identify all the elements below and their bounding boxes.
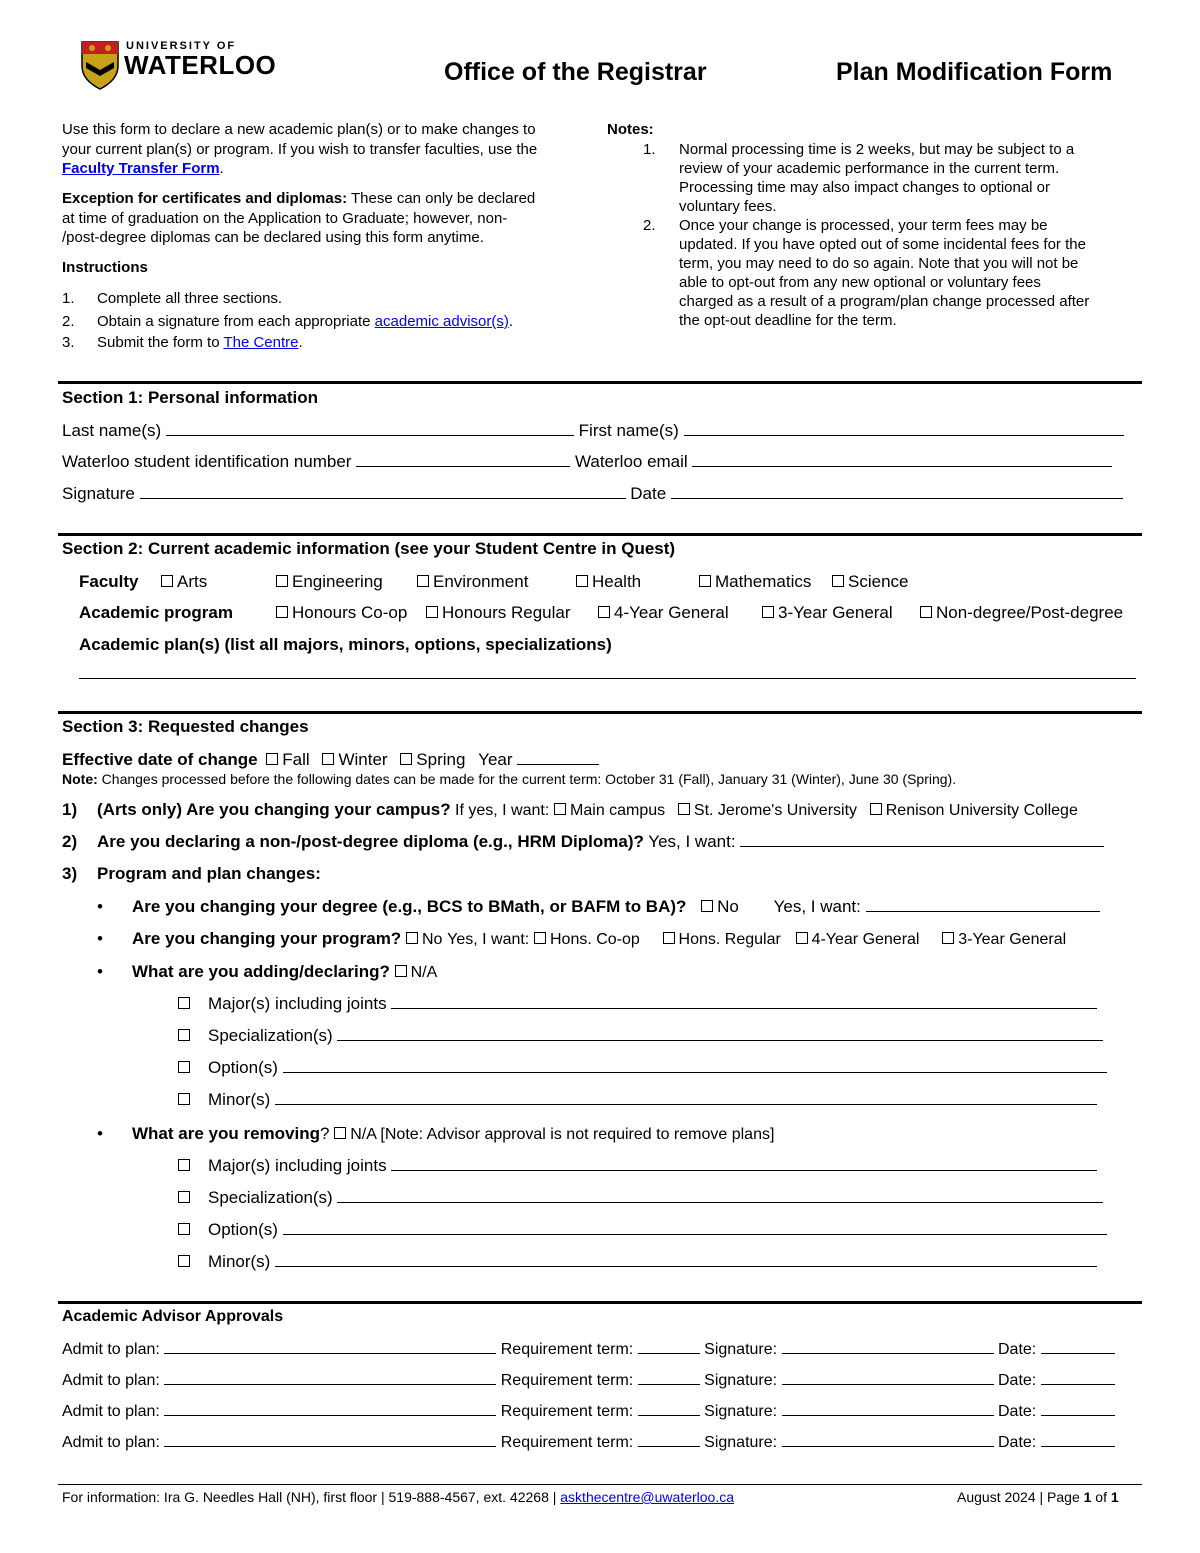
intro-line-2: your current plan(s) or program. If you wish to transfer faculties, use the bbox=[62, 141, 538, 158]
advisor-sig-label: Signature: bbox=[704, 1372, 778, 1389]
advisor-date-field[interactable] bbox=[1041, 1432, 1115, 1447]
checkbox[interactable] bbox=[406, 932, 418, 944]
exception-line-2: at time of graduation on the Application to Graduate; however, non- bbox=[62, 210, 508, 227]
program-change-want: Yes, I want: bbox=[447, 931, 530, 948]
advisor-date-field[interactable] bbox=[1041, 1339, 1115, 1354]
advisor-row-3 bbox=[62, 1401, 1115, 1421]
faculty-label: Faculty bbox=[79, 572, 139, 591]
bullet: • bbox=[97, 962, 103, 981]
instruction-2 bbox=[62, 313, 513, 330]
checkbox[interactable] bbox=[178, 1093, 190, 1105]
remove-minor-field[interactable] bbox=[275, 1252, 1097, 1267]
intro-line-1: Use this form to declare a new academic plan(s) or to make changes to bbox=[62, 121, 536, 138]
removing-row bbox=[132, 1124, 774, 1144]
section-3-divider bbox=[58, 711, 1142, 714]
remove-major-row bbox=[178, 1156, 1097, 1176]
bullet: • bbox=[97, 897, 103, 916]
note-1-line: Processing time may also impact changes to optional or bbox=[679, 179, 1051, 196]
advisor-sig-field[interactable] bbox=[782, 1370, 994, 1385]
advisor-date-label: Date: bbox=[997, 1341, 1037, 1358]
checkbox[interactable] bbox=[699, 575, 711, 587]
last-name-label: Last name(s) bbox=[62, 421, 162, 440]
logo-main-text: WATERLOO bbox=[124, 50, 277, 80]
add-specialization-row bbox=[178, 1026, 1103, 1046]
req-term-label: Requirement term: bbox=[500, 1403, 634, 1420]
adding-na[interactable] bbox=[395, 964, 438, 981]
note-2-line: term, you may need to do so again. Note that you will not be bbox=[679, 255, 1079, 272]
notes-title: Notes: bbox=[607, 121, 654, 138]
checkbox[interactable] bbox=[576, 575, 588, 587]
question-1-want: If yes, I want: bbox=[450, 802, 550, 819]
program-option-3-year[interactable] bbox=[762, 603, 893, 623]
note-1-line: review of your academic performance in the current term. bbox=[679, 160, 1060, 177]
checkbox[interactable] bbox=[178, 1061, 190, 1073]
degree-change-want: Yes, I want: bbox=[773, 897, 861, 916]
note-1-line: Normal processing time is 2 weeks, but may be subject to a bbox=[679, 141, 1075, 158]
footer-divider bbox=[58, 1484, 1142, 1485]
program-option-honours-coop[interactable] bbox=[276, 603, 407, 623]
program-option-label: Honours Regular bbox=[442, 603, 571, 622]
plan-type-label: Minor(s) bbox=[208, 1090, 271, 1109]
program-option-non-degree[interactable] bbox=[920, 603, 1123, 623]
checkbox[interactable] bbox=[870, 803, 882, 815]
date-field[interactable] bbox=[671, 484, 1123, 499]
academic-advisor-link[interactable]: academic advisor(s) bbox=[374, 313, 509, 330]
removing-question-mark: ? bbox=[319, 1124, 330, 1143]
campus-label: Renison University College bbox=[885, 802, 1078, 819]
plan-type-label: Specialization(s) bbox=[208, 1026, 333, 1045]
instruction-period: . bbox=[508, 313, 514, 330]
note-2-number: 2. bbox=[643, 217, 656, 234]
instruction-number: 1. bbox=[62, 290, 75, 307]
effective-date-label: Effective date of change bbox=[62, 750, 258, 769]
campus-main[interactable] bbox=[554, 802, 665, 819]
section-1-divider bbox=[58, 381, 1142, 384]
section-2-title: Section 2: Current academic information (see your Student Centre in Quest) bbox=[62, 539, 676, 558]
campus-label: St. Jerome's University bbox=[693, 802, 858, 819]
note-2-line: charged as a result of a program/plan change processed after bbox=[679, 293, 1090, 310]
advisor-date-field[interactable] bbox=[1041, 1401, 1115, 1416]
term-fall[interactable] bbox=[266, 750, 309, 769]
req-term-field[interactable] bbox=[638, 1432, 700, 1447]
question-2-text: Are you declaring a non-/post-degree diploma (e.g., HRM Diploma)? bbox=[97, 832, 644, 851]
program-change-4-year[interactable] bbox=[796, 931, 920, 948]
note-text: Changes processed before the following dates can be made for the current term: October 31 (Fall), January 31 (Winter), June 30 (Spring). bbox=[97, 771, 957, 787]
intro-line-3 bbox=[62, 160, 224, 177]
footer-total: 1 bbox=[1110, 1489, 1119, 1505]
remove-specialization-row bbox=[178, 1188, 1103, 1208]
year-label: Year bbox=[478, 750, 513, 769]
checkbox[interactable] bbox=[678, 803, 690, 815]
faculty-option-environment[interactable] bbox=[417, 572, 528, 592]
last-name-row bbox=[62, 421, 1124, 441]
add-minor-field[interactable] bbox=[275, 1090, 1097, 1105]
term-spring[interactable] bbox=[400, 750, 465, 769]
checkbox[interactable] bbox=[598, 606, 610, 618]
add-option-row bbox=[178, 1058, 1107, 1078]
checkbox[interactable] bbox=[426, 606, 438, 618]
degree-change-field[interactable] bbox=[866, 897, 1100, 912]
add-major-row bbox=[178, 994, 1097, 1014]
effective-date-note bbox=[62, 771, 956, 787]
admit-field[interactable] bbox=[164, 1370, 496, 1385]
note-label: Note: bbox=[62, 771, 98, 787]
checkbox[interactable] bbox=[276, 606, 288, 618]
plan-type-label: Major(s) including joints bbox=[208, 1156, 387, 1175]
first-name-label: First name(s) bbox=[578, 421, 679, 440]
question-1-text: (Arts only) Are you changing your campus? bbox=[97, 800, 451, 819]
student-id-field[interactable] bbox=[356, 452, 570, 467]
advisor-title: Academic Advisor Approvals bbox=[62, 1308, 284, 1325]
instruction-text: Submit the form to bbox=[97, 334, 224, 351]
program-label: Academic program bbox=[79, 603, 233, 622]
checkbox[interactable] bbox=[178, 997, 190, 1009]
logo-top-text: UNIVERSITY OF bbox=[126, 40, 237, 52]
checkbox[interactable] bbox=[832, 575, 844, 587]
academic-plans-label: Academic plan(s) (list all majors, minors, options, specializations) bbox=[79, 635, 612, 654]
add-option-field[interactable] bbox=[283, 1058, 1107, 1073]
advisor-date-label: Date: bbox=[997, 1403, 1037, 1420]
faculty-option-science[interactable] bbox=[832, 572, 908, 592]
admit-field[interactable] bbox=[164, 1401, 496, 1416]
term-winter[interactable] bbox=[322, 750, 387, 769]
campus-label: Main campus bbox=[570, 802, 666, 819]
remove-option-field[interactable] bbox=[283, 1220, 1107, 1235]
checkbox[interactable] bbox=[400, 753, 412, 765]
checkbox[interactable] bbox=[178, 1159, 190, 1171]
req-term-field[interactable] bbox=[638, 1339, 700, 1354]
checkbox[interactable] bbox=[663, 932, 675, 944]
advisor-row-1 bbox=[62, 1339, 1115, 1359]
req-term-label: Requirement term: bbox=[500, 1341, 634, 1358]
admit-field[interactable] bbox=[164, 1339, 496, 1354]
program-option-label: 3-Year General bbox=[778, 603, 893, 622]
checkbox[interactable] bbox=[161, 575, 173, 587]
advisor-row-4 bbox=[62, 1432, 1115, 1452]
option-label: 3-Year General bbox=[958, 931, 1067, 948]
note-1-number: 1. bbox=[643, 141, 656, 158]
bullet: • bbox=[97, 1124, 103, 1143]
footer-page: 1 bbox=[1083, 1489, 1092, 1505]
advisor-date-label: Date: bbox=[997, 1372, 1037, 1389]
question-1 bbox=[97, 800, 1078, 820]
no-label: No bbox=[717, 897, 739, 916]
question-3-text: Program and plan changes: bbox=[97, 864, 321, 883]
instruction-text: Obtain a signature from each appropriate bbox=[97, 313, 375, 330]
footer-date: August 2024 | Page bbox=[957, 1489, 1084, 1505]
signature-label: Signature bbox=[62, 484, 135, 503]
plan-type-label: Option(s) bbox=[208, 1058, 278, 1077]
instruction-number: 2. bbox=[62, 313, 75, 330]
section-3-title: Section 3: Requested changes bbox=[62, 717, 309, 736]
checkbox[interactable] bbox=[178, 1255, 190, 1267]
instruction-number: 3. bbox=[62, 334, 75, 351]
faculty-option-label: Engineering bbox=[292, 572, 383, 591]
req-term-label: Requirement term: bbox=[500, 1434, 634, 1451]
advisor-date-field[interactable] bbox=[1041, 1370, 1115, 1385]
admit-label: Admit to plan: bbox=[62, 1372, 160, 1389]
advisor-sig-label: Signature: bbox=[704, 1434, 778, 1451]
program-option-honours-regular[interactable] bbox=[426, 603, 571, 623]
university-logo bbox=[80, 40, 290, 90]
instruction-text: Complete all three sections. bbox=[97, 290, 283, 307]
advisor-row-2 bbox=[62, 1370, 1115, 1390]
add-specialization-field[interactable] bbox=[337, 1026, 1103, 1041]
program-change-3-year[interactable] bbox=[942, 931, 1066, 948]
admit-label: Admit to plan: bbox=[62, 1403, 160, 1420]
program-option-label: Honours Co-op bbox=[292, 603, 408, 622]
date-label: Date bbox=[630, 484, 667, 503]
first-name-field[interactable] bbox=[684, 421, 1124, 436]
advisor-sig-field[interactable] bbox=[782, 1401, 994, 1416]
last-name-field[interactable] bbox=[166, 421, 574, 436]
bullet: • bbox=[97, 929, 103, 948]
program-change-regular[interactable] bbox=[663, 931, 781, 948]
option-label: 4-Year General bbox=[811, 931, 920, 948]
remove-major-field[interactable] bbox=[391, 1156, 1097, 1171]
faculty-option-arts[interactable] bbox=[161, 572, 207, 592]
removing-question: What are you removing bbox=[132, 1124, 320, 1143]
question-2 bbox=[97, 832, 1104, 852]
term-label: Spring bbox=[416, 750, 466, 769]
exception-line-3: /post-degree diplomas can be declared using this form anytime. bbox=[62, 229, 484, 246]
note-1-line: voluntary fees. bbox=[679, 198, 777, 215]
footer-page-info bbox=[957, 1489, 1119, 1505]
question-2-number: 2) bbox=[62, 832, 78, 851]
instruction-3 bbox=[62, 334, 303, 351]
faculty-option-health[interactable] bbox=[576, 572, 641, 592]
checkbox[interactable] bbox=[266, 753, 278, 765]
admit-label: Admit to plan: bbox=[62, 1341, 160, 1358]
no-label: No bbox=[421, 931, 443, 948]
plan-type-label: Specialization(s) bbox=[208, 1188, 333, 1207]
instruction-period: . bbox=[298, 334, 303, 351]
intro-period: . bbox=[219, 160, 224, 177]
diploma-field[interactable] bbox=[740, 832, 1104, 847]
na-note: N/A [Note: Advisor approval is not required to remove plans] bbox=[350, 1126, 775, 1143]
note-2-line: able to opt-out from any new optional or voluntary fees bbox=[679, 274, 1041, 291]
signature-row bbox=[62, 484, 1123, 504]
option-label: Hons. Regular bbox=[678, 931, 781, 948]
admit-label: Admit to plan: bbox=[62, 1434, 160, 1451]
faculty-option-engineering[interactable] bbox=[276, 572, 383, 592]
admit-field[interactable] bbox=[164, 1432, 496, 1447]
academic-plans-field[interactable] bbox=[79, 664, 1136, 679]
program-change-question: Are you changing your program? bbox=[132, 929, 402, 948]
faculty-option-label: Health bbox=[592, 572, 642, 591]
req-term-field[interactable] bbox=[638, 1370, 700, 1385]
advisor-divider bbox=[58, 1301, 1142, 1304]
degree-change-question: Are you changing your degree (e.g., BCS to BMath, or BAFM to BA)? bbox=[132, 897, 687, 916]
program-option-label: Non-degree/Post-degree bbox=[936, 603, 1124, 622]
program-change-coop[interactable] bbox=[534, 931, 640, 948]
checkbox[interactable] bbox=[920, 606, 932, 618]
term-label: Fall bbox=[282, 750, 310, 769]
exception-text-a: These can only be declared bbox=[347, 190, 536, 207]
faculty-option-label: Science bbox=[848, 572, 909, 591]
signature-field[interactable] bbox=[140, 484, 626, 499]
instruction-1 bbox=[62, 290, 282, 307]
faculty-option-label: Arts bbox=[177, 572, 208, 591]
footer-email-link[interactable]: askthecentre@uwaterloo.ca bbox=[560, 1489, 735, 1505]
faculty-option-mathematics[interactable] bbox=[699, 572, 811, 592]
faculty-option-label: Mathematics bbox=[715, 572, 812, 591]
remove-specialization-field[interactable] bbox=[337, 1188, 1103, 1203]
crest-icon bbox=[80, 40, 120, 90]
email-label: Waterloo email bbox=[574, 452, 688, 471]
section-1-title: Section 1: Personal information bbox=[62, 388, 318, 407]
term-label: Winter bbox=[338, 750, 388, 769]
na-label: N/A bbox=[410, 964, 438, 981]
effective-date-row bbox=[62, 750, 599, 770]
program-option-4-year[interactable] bbox=[598, 603, 729, 623]
question-1-number: 1) bbox=[62, 800, 78, 819]
removing-na[interactable] bbox=[334, 1126, 774, 1143]
program-change-no[interactable] bbox=[406, 931, 442, 948]
instructions-title: Instructions bbox=[62, 259, 148, 276]
degree-change-no[interactable] bbox=[701, 897, 739, 916]
faculty-option-label: Environment bbox=[433, 572, 529, 591]
remove-option-row bbox=[178, 1220, 1107, 1240]
add-minor-row bbox=[178, 1090, 1097, 1110]
campus-st-jeromes[interactable] bbox=[678, 802, 857, 819]
checkbox[interactable] bbox=[322, 753, 334, 765]
student-id-label: Waterloo student identification number bbox=[62, 452, 352, 471]
student-id-row bbox=[62, 452, 1112, 472]
checkbox[interactable] bbox=[942, 932, 954, 944]
campus-renison[interactable] bbox=[870, 802, 1078, 819]
note-2-line: updated. If you have opted out of some incidental fees for the bbox=[679, 236, 1086, 253]
question-2-want: Yes, I want: bbox=[643, 832, 736, 851]
advisor-sig-field[interactable] bbox=[782, 1432, 994, 1447]
year-field[interactable] bbox=[517, 750, 599, 765]
exception-label: Exception for certificates and diplomas: bbox=[62, 190, 348, 207]
plan-type-label: Option(s) bbox=[208, 1220, 278, 1239]
program-change-row bbox=[132, 929, 1066, 949]
checkbox[interactable] bbox=[534, 932, 546, 944]
faculty-transfer-link[interactable]: Faculty Transfer Form bbox=[62, 160, 220, 177]
plan-type-label: Major(s) including joints bbox=[208, 994, 387, 1013]
the-centre-link[interactable]: The Centre bbox=[223, 334, 299, 351]
office-title: Office of the Registrar bbox=[444, 58, 707, 86]
checkbox[interactable] bbox=[276, 575, 288, 587]
footer-info-text: For information: Ira G. Needles Hall (NH), first floor | 519-888-4567, ext. 42268 | bbox=[62, 1489, 561, 1505]
checkbox[interactable] bbox=[178, 1029, 190, 1041]
checkbox[interactable] bbox=[701, 900, 713, 912]
question-3-number: 3) bbox=[62, 864, 78, 883]
req-term-field[interactable] bbox=[638, 1401, 700, 1416]
add-major-field[interactable] bbox=[391, 994, 1097, 1009]
plan-type-label: Minor(s) bbox=[208, 1252, 271, 1271]
checkbox[interactable] bbox=[395, 965, 407, 977]
remove-minor-row bbox=[178, 1252, 1097, 1272]
email-field[interactable] bbox=[692, 452, 1112, 467]
checkbox[interactable] bbox=[796, 932, 808, 944]
advisor-sig-field[interactable] bbox=[782, 1339, 994, 1354]
checkbox[interactable] bbox=[417, 575, 429, 587]
req-term-label: Requirement term: bbox=[500, 1372, 634, 1389]
footer-info bbox=[62, 1489, 734, 1505]
form-title: Plan Modification Form bbox=[836, 58, 1113, 86]
option-label: Hons. Co-op bbox=[549, 931, 640, 948]
advisor-date-label: Date: bbox=[997, 1434, 1037, 1451]
note-2-line: the opt-out deadline for the term. bbox=[679, 312, 897, 329]
degree-change-row bbox=[132, 897, 1100, 917]
adding-row bbox=[132, 962, 437, 982]
checkbox[interactable] bbox=[334, 1127, 346, 1139]
checkbox[interactable] bbox=[178, 1191, 190, 1203]
checkbox[interactable] bbox=[762, 606, 774, 618]
checkbox[interactable] bbox=[554, 803, 566, 815]
advisor-sig-label: Signature: bbox=[704, 1341, 778, 1358]
checkbox[interactable] bbox=[178, 1223, 190, 1235]
advisor-sig-label: Signature: bbox=[704, 1403, 778, 1420]
exception-line-1 bbox=[62, 190, 535, 207]
adding-question: What are you adding/declaring? bbox=[132, 962, 390, 981]
section-2-divider bbox=[58, 533, 1142, 536]
note-2-line: Once your change is processed, your term fees may be bbox=[679, 217, 1048, 234]
footer-of: of bbox=[1091, 1489, 1111, 1505]
program-option-label: 4-Year General bbox=[614, 603, 729, 622]
